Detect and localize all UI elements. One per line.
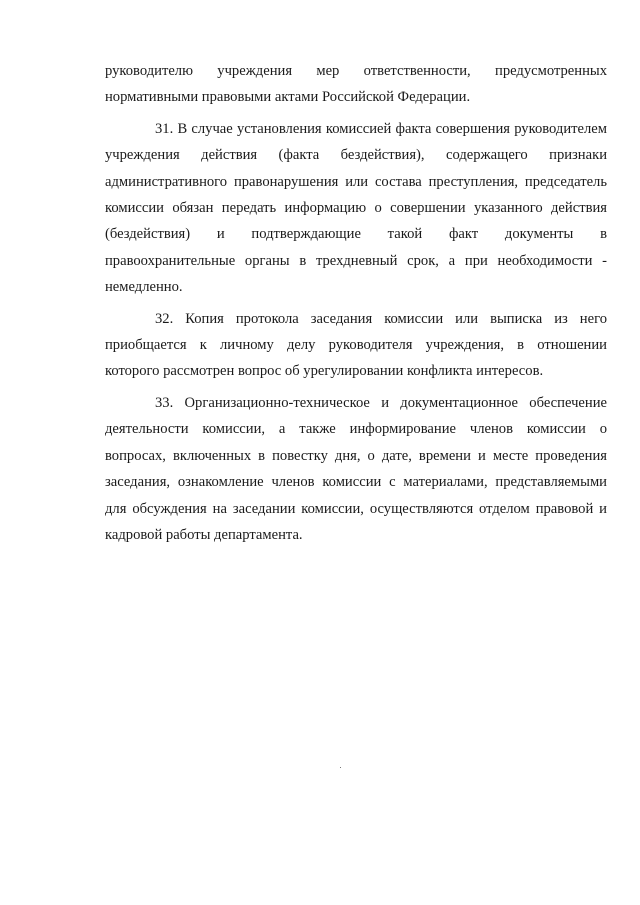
text-line: нормативными правовыми актами Российской Федерации. [105,89,471,106]
text-line: приобщается к личному делу руководителя учреждения, в отношении [105,337,607,354]
text-line: для обсуждения на заседании комиссии, осуществляются отделом правовой и [105,500,607,517]
document-body [105,58,607,553]
paragraph-33 [105,390,607,548]
text-line: (бездействия) и подтверждающие такой факт документы в [105,226,607,243]
text-line: деятельности комиссии, а также информирование членов комиссии о [105,421,607,438]
scan-speck [340,767,341,768]
text-line: комиссии обязан передать информацию о совершении указанного действия [105,200,607,217]
text-line: вопросах, включенных в повестку дня, о дате, времени и месте проведения [105,447,607,464]
text-line: учреждения действия (факта бездействия), содержащего признаки [105,147,607,164]
paragraph-32 [105,306,607,385]
paragraph-continuation [105,58,607,111]
text-line: 33. Организационно-техническое и документационное обеспечение [155,394,607,411]
text-line: немедленно. [105,279,183,296]
text-line: которого рассмотрен вопрос об урегулировании конфликта интересов. [105,363,544,380]
text-line: заседания, ознакомление членов комиссии с материалами, представляемыми [105,474,607,491]
text-line: кадровой работы департамента. [105,526,303,543]
text-line: 32. Копия протокола заседания комиссии или выписка из него [155,310,607,327]
text-line: правоохранительные органы в трехдневный срок, а при необходимости - [105,252,607,269]
paragraph-31 [105,116,607,301]
text-line: административного правонарушения или состава преступления, председатель [105,173,607,190]
text-line: руководителю учреждения мер ответственности, предусмотренных [105,63,607,79]
text-line: 31. В случае установления комиссией факта совершения руководителем [155,120,607,137]
